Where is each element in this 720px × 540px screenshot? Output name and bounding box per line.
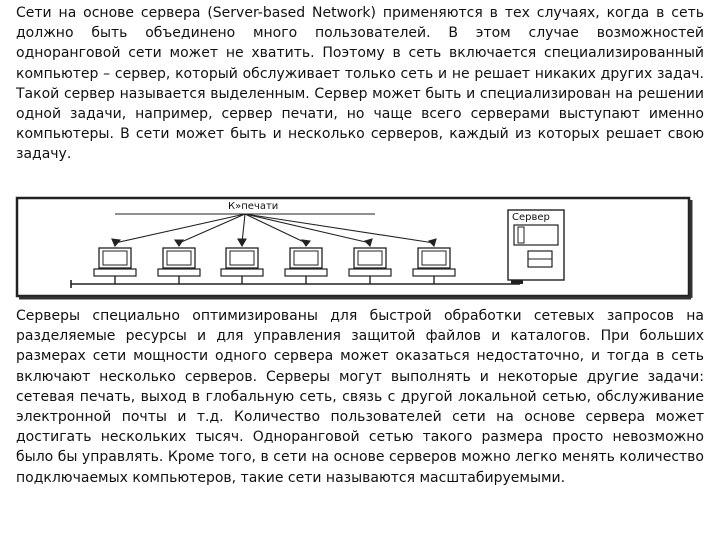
- intro-paragraph: Сети на основе сервера (Server-based Network) применяются в тех случаях, когда в сеть должно быть объединено много пользователей. В этом случае возможностей одноранговой сети может не хватить. Поэтому в сеть включается специализированный компьютер – сервер, который обслуживает только сеть и не решает никаких других задач. Такой сервер называется выделенным. Сервер может быть и специализирован на решении одной задачи, например, сервер печати, но чаще всего серверами выступают именно компьютеры. В сети может быть и несколько серверов, каждый из которых решает свою задачу.: [16, 5, 704, 163]
- keyboard: [413, 269, 455, 276]
- monitor-screen: [422, 251, 446, 265]
- server-network-diagram: [15, 196, 705, 302]
- keyboard: [349, 269, 391, 276]
- keyboard: [221, 269, 263, 276]
- keyboard: [94, 269, 136, 276]
- monitor-screen: [103, 251, 127, 265]
- print-label: К»печати: [228, 201, 279, 212]
- keyboard: [285, 269, 327, 276]
- monitor-screen: [230, 251, 254, 265]
- server: [508, 210, 564, 284]
- monitor-screen: [358, 251, 382, 265]
- monitor-screen: [294, 251, 318, 265]
- server-paragraph: Серверы специально оптимизированы для быстрой обработки сетевых запросов на разделяемые ресурсы и для управления защитой файлов и каталогов. При больших размерах сети мощности одного сервера может оказаться недостаточно, и тогда в сеть включают несколько серверов. Серверы могут выполнять и некоторые другие задачи: сетевая печать, выход в глобальную сеть, связь с другой локальной сетью, обслуживание электронной почты и т.д. Количество пользователей сети на основе сервера может достигать нескольких тысяч. Одноранговой сетью такого размера просто невозможно было бы управлять. Кроме того, в сети на основе серверов можно легко менять количество подключаемых компьютеров, такие сети называются масштабируемыми.: [16, 308, 704, 486]
- server-label: Сервер: [512, 212, 550, 223]
- diagram-svg: [15, 196, 705, 302]
- server-slot: [518, 227, 524, 243]
- keyboard: [158, 269, 200, 276]
- monitor-screen: [167, 251, 191, 265]
- diagram-frame: [17, 198, 689, 296]
